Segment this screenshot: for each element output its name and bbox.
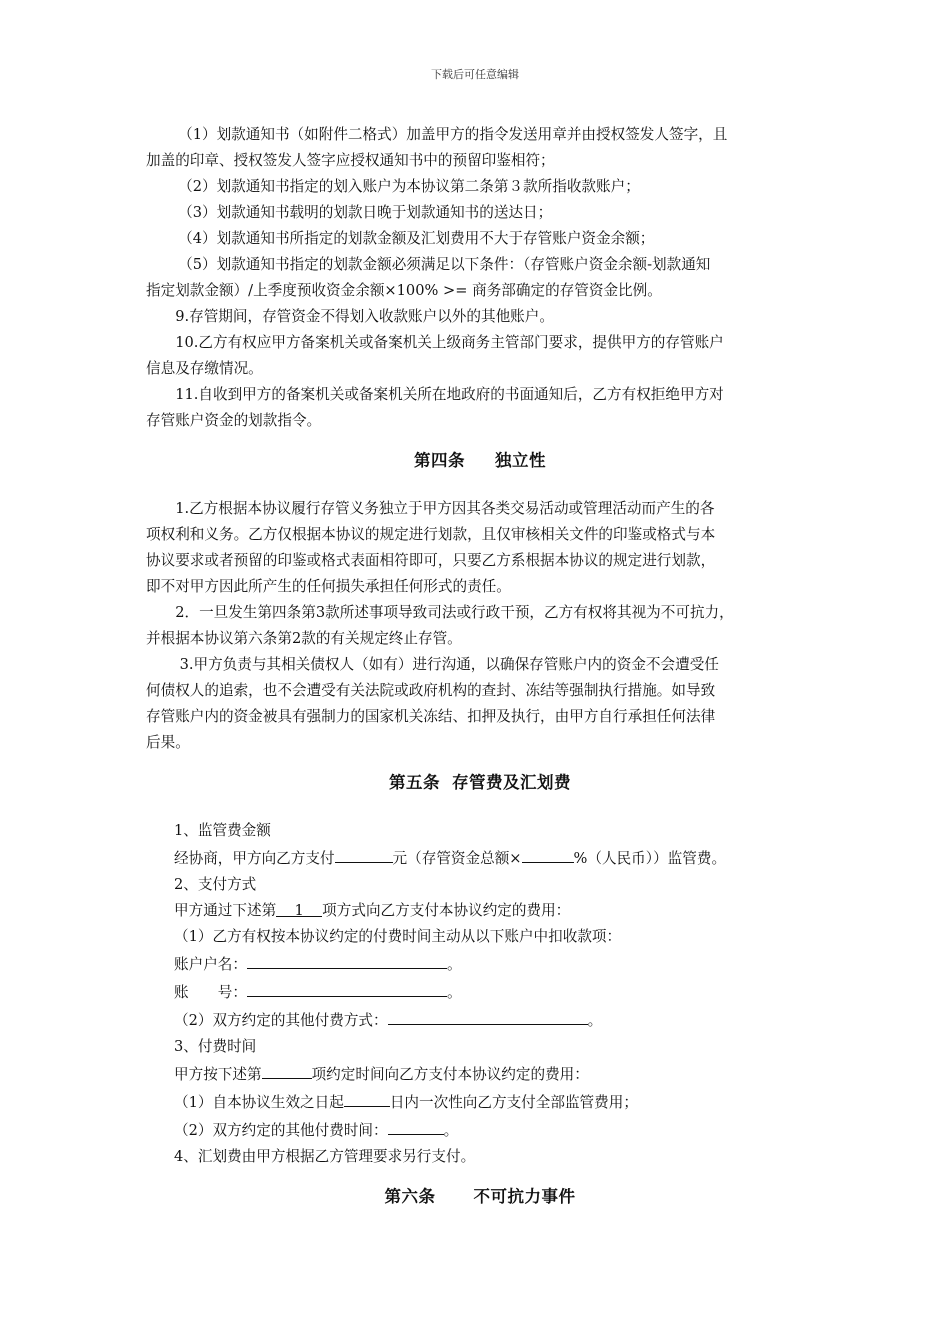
other-payment-method-blank[interactable] — [388, 1006, 588, 1025]
fee-amount-blank[interactable] — [335, 844, 393, 863]
article-4-heading — [146, 448, 814, 474]
item-5-line-1: （5）划款通知书指定的划款金额必须满足以下条件：（存管账户资金余额-划款通知 — [178, 256, 711, 273]
article-4-p3-line-4: 后果。 — [146, 734, 190, 751]
article-4-p2-line-2: 并根据本协议第六条第2款的有关规定终止存管。 — [146, 630, 462, 647]
article-6-title: 不可抗力事件 — [473, 1187, 576, 1206]
article-5-s1-body: 经协商，甲方向乙方支付 元（存管资金总额× %（人民币））监管费。 — [146, 844, 814, 872]
article-4-p3-line-1: 3.甲方负责与其相关债权人（如有）进行沟通，以确保存管账户内的资金不会遭受任 — [179, 656, 719, 673]
article-5-s3-body: 甲方按下述第 项约定时间向乙方支付本协议约定的费用： — [146, 1060, 814, 1088]
fee-percent-blank[interactable] — [522, 844, 574, 863]
payment-method-choice[interactable]: 1 — [276, 898, 322, 917]
item-3: （3）划款通知书载明的划款日晚于划款通知书的送达日； — [178, 204, 553, 221]
payment-time-choice-blank[interactable] — [262, 1060, 312, 1079]
account-number-blank[interactable] — [247, 978, 447, 997]
item-1-line-2: 加盖的印章、授权签发人签字应授权通知书中的预留印鉴相符； — [146, 152, 555, 169]
article-4-p3-line-3: 存管账户内的资金被具有强制力的国家机关冻结、扣押及执行，由甲方自行承担任何法律 — [146, 708, 716, 725]
article-6-heading — [146, 1184, 814, 1210]
article-4-p1-line-4: 即不对甲方因此所产生的任何损失承担任何形式的责任。 — [146, 578, 511, 595]
article-4-p3-line-2: 何债权人的追索，也不会遭受有关法院或政府机构的查封、冻结等强制执行措施。如导致 — [146, 682, 716, 699]
article-4-p1-line-3: 协议要求或者预留的印鉴或格式表面相符即可，只要乙方系根据本协议的规定进行划款， — [146, 552, 716, 569]
article-5-s3-option-1: （1）自本协议生效之日起 日内一次性向乙方支付全部监管费用； — [146, 1088, 814, 1116]
article-6-number: 第六条 — [384, 1187, 436, 1206]
account-number-row: 账 号： 。 — [146, 978, 814, 1006]
document-body — [146, 122, 814, 1210]
account-name-row: 账户户名： 。 — [146, 950, 814, 978]
article-5-title: 存管费及汇划费 — [452, 773, 571, 792]
item-2: （2）划款通知书指定的划入账户为本协议第二条第３款所指收款账户； — [178, 178, 640, 195]
article-4-title: 独立性 — [495, 451, 546, 470]
article-5-s2-option-1: （1）乙方有权按本协议约定的付费时间主动从以下账户中扣收款项： — [174, 928, 622, 945]
other-payment-time-blank[interactable] — [388, 1116, 444, 1135]
item-1-line-1: （1）划款通知书（如附件二格式）加盖甲方的指令发送用章并由授权签发人签字，且 — [178, 126, 728, 143]
account-name-blank[interactable] — [247, 950, 447, 969]
item-5-line-2: 指定划款金额）/上季度预收资金余额×100% >= 商务部确定的存管资金比例。 — [146, 282, 662, 299]
article-5-s2: 2、支付方式 — [174, 876, 257, 893]
article-5-s2-body: 甲方通过下述第 1 项方式向乙方支付本协议约定的费用： — [146, 898, 814, 924]
item-4: （4）划款通知书所指定的划款金额及汇划费用不大于存管账户资金余额； — [178, 230, 655, 247]
article-4-p1-line-1: 1.乙方根据本协议履行存管义务独立于甲方因其各类交易活动或管理活动而产生的各 — [175, 500, 715, 517]
clause-11-line-2: 存管账户资金的划款指令。 — [146, 412, 322, 429]
article-4-number: 第四条 — [414, 451, 465, 470]
clause-9: 9.存管期间，存管资金不得划入收款账户以外的其他账户。 — [175, 308, 554, 325]
days-blank[interactable] — [344, 1088, 390, 1107]
article-5-s4: 4、汇划费由甲方根据乙方管理要求另行支付。 — [174, 1148, 476, 1165]
page-header: 下载后可任意编辑 — [431, 68, 519, 81]
clause-10-line-1: 10.乙方有权应甲方备案机关或备案机关上级商务主管部门要求，提供甲方的存管账户 — [175, 334, 724, 351]
article-5-s1: 1、监管费金额 — [174, 822, 271, 839]
article-5-s3: 3、付费时间 — [174, 1038, 257, 1055]
clause-10-line-2: 信息及存缴情况。 — [146, 360, 263, 377]
article-4-p1-line-2: 项权利和义务。乙方仅根据本协议的规定进行划款，且仅审核相关文件的印鉴或格式与本 — [146, 526, 716, 543]
article-5-number: 第五条 — [389, 773, 440, 792]
article-5-s3-option-2: （2）双方约定的其他付费时间： 。 — [146, 1116, 814, 1144]
article-4-p2-line-1: 2．一旦发生第四条第3款所述事项导致司法或行政干预，乙方有权将其视为不可抗力， — [175, 604, 734, 621]
clause-11-line-1: 11.自收到甲方的备案机关或备案机关所在地政府的书面通知后，乙方有权拒绝甲方对 — [175, 386, 724, 403]
article-5-heading — [146, 770, 814, 796]
article-5-s2-option-2: （2）双方约定的其他付费方式： 。 — [146, 1006, 814, 1034]
